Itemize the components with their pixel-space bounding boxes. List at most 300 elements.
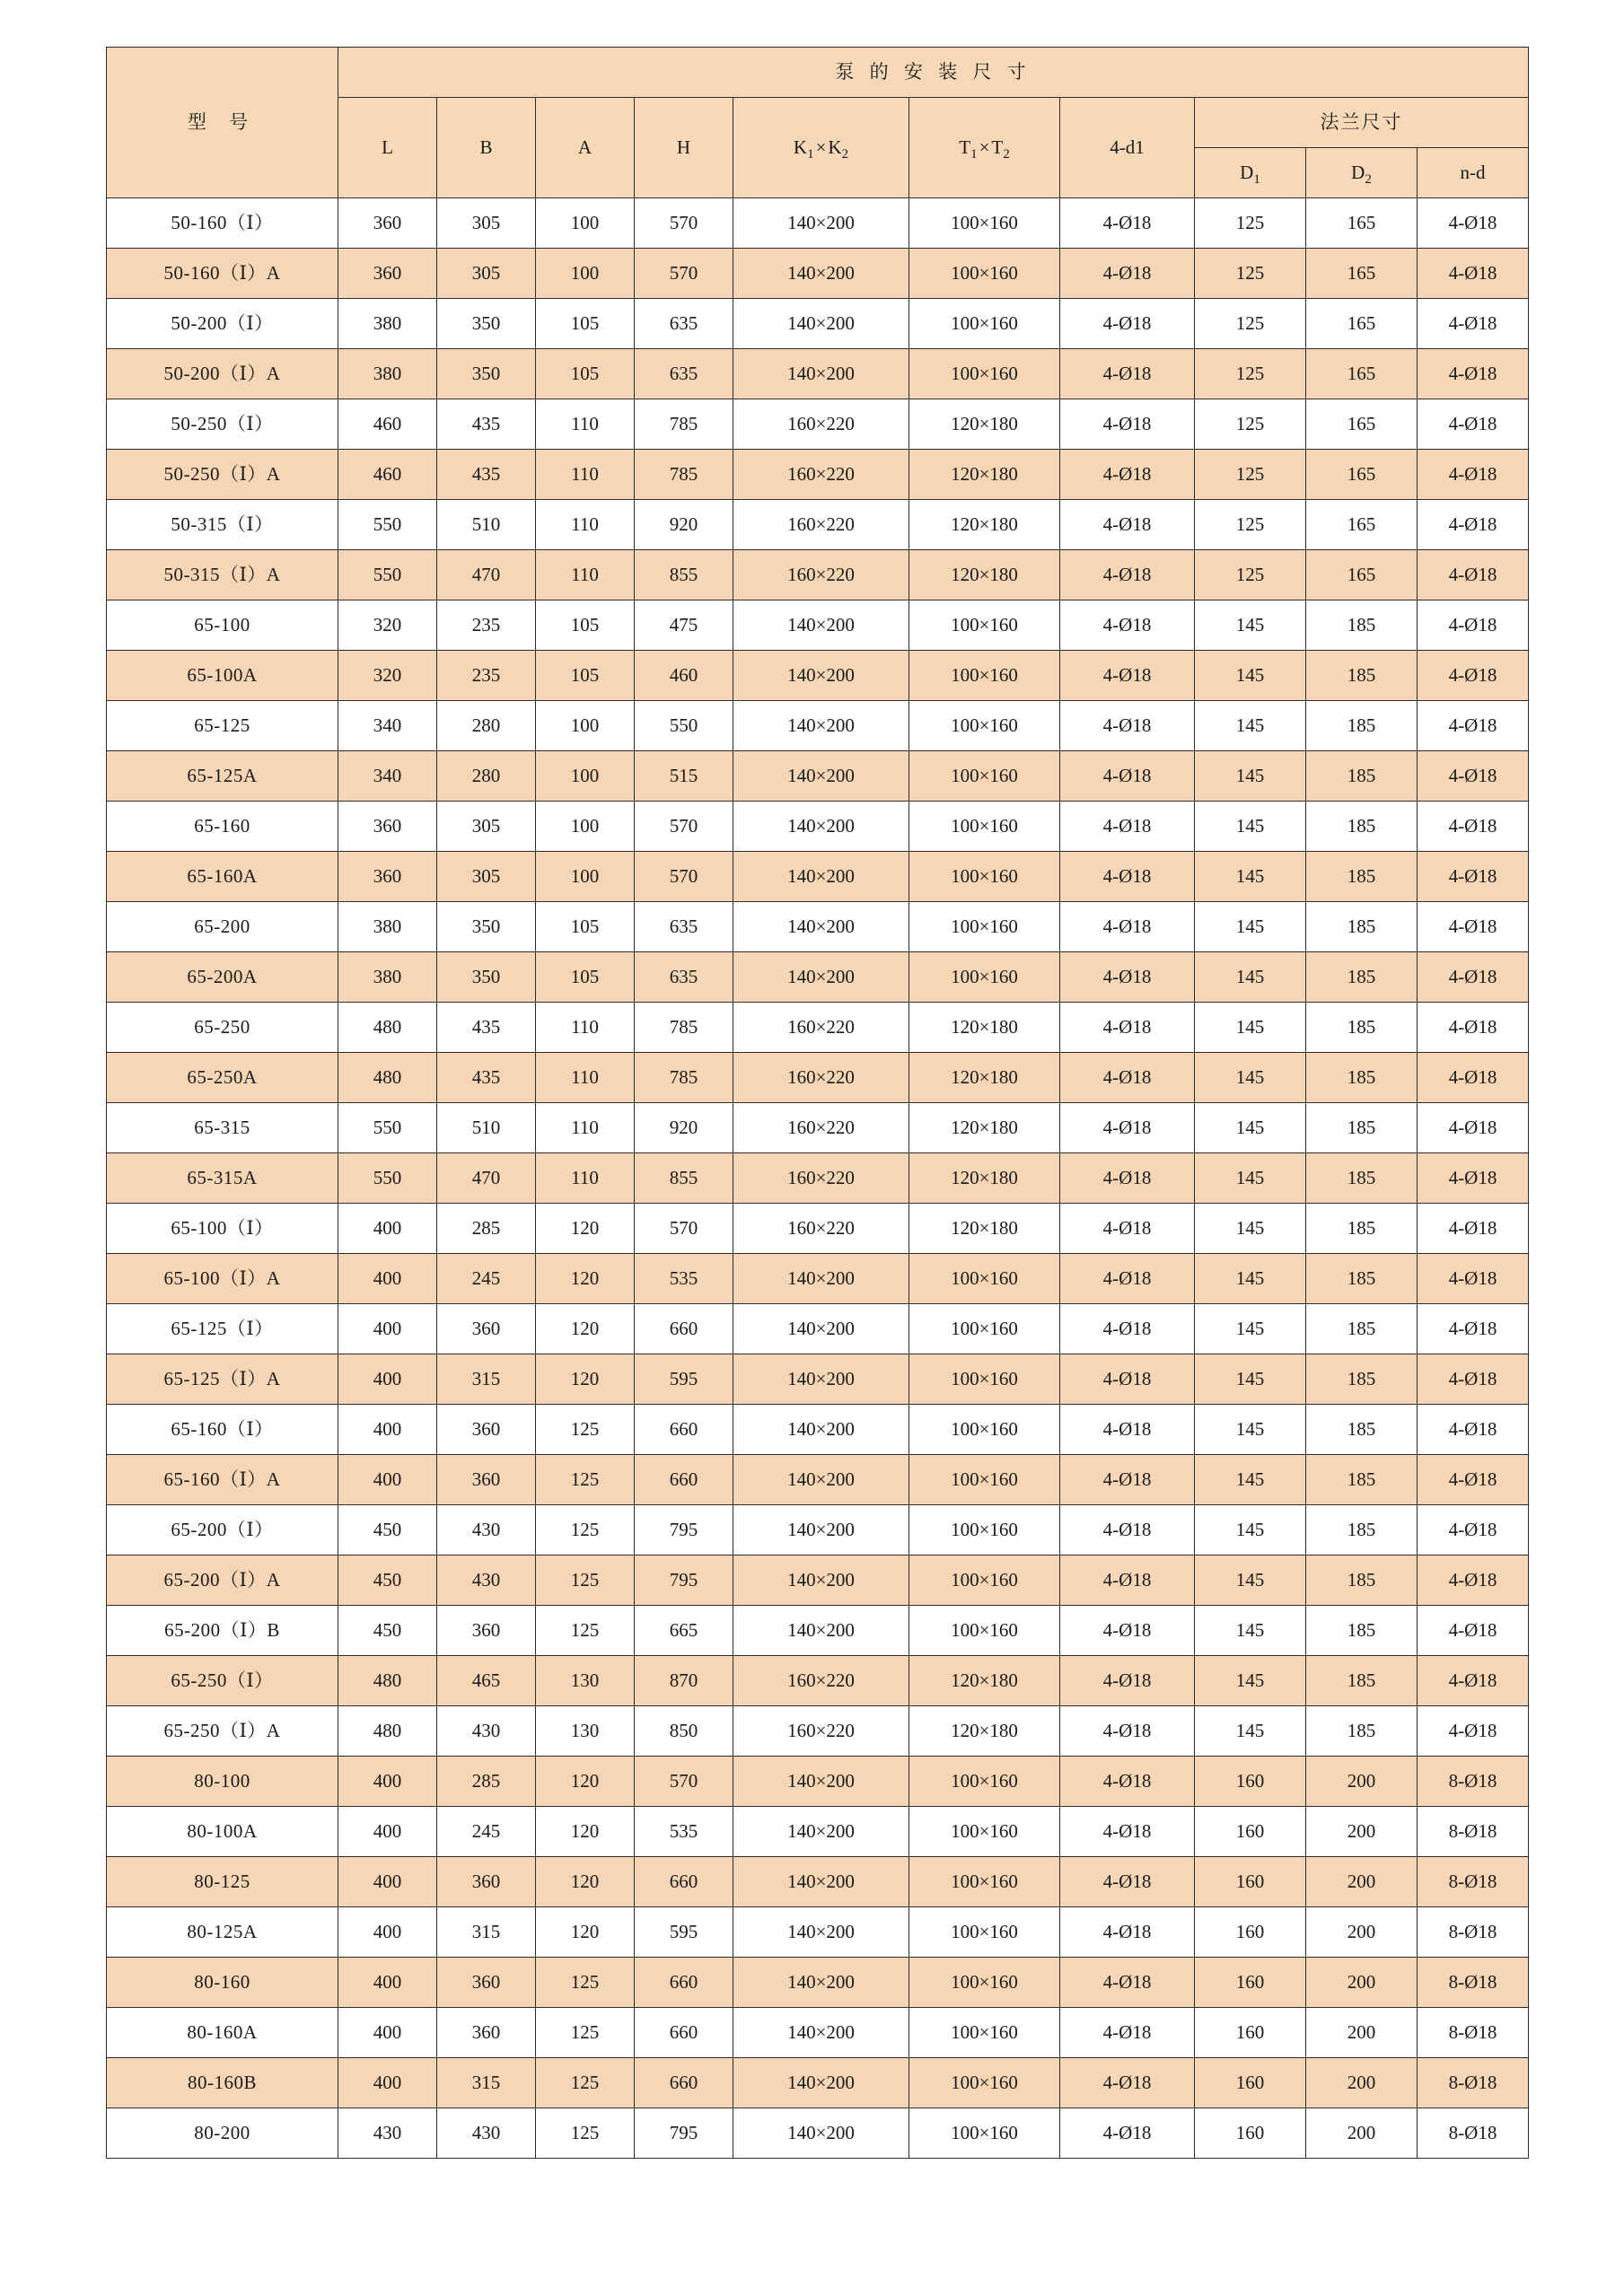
- cell-flange-d2: 200: [1306, 2008, 1418, 2058]
- cell-4d1: 4-Ø18: [1060, 349, 1195, 399]
- cell-t1t2: 100×160: [909, 952, 1060, 1003]
- cell-l: 360: [338, 802, 437, 852]
- cell-a: 120: [536, 1907, 635, 1958]
- table-row: [107, 249, 1529, 299]
- cell-flange-d1: 145: [1195, 802, 1306, 852]
- cell-a: 105: [536, 600, 635, 651]
- cell-b: 315: [437, 1907, 536, 1958]
- cell-h: 570: [635, 249, 733, 299]
- cell-k1k2: 140×200: [733, 198, 909, 249]
- header-title: 泵 的 安 装 尺 寸: [338, 48, 1529, 98]
- cell-flange-d2: 185: [1306, 902, 1418, 952]
- cell-flange-d1: 145: [1195, 1153, 1306, 1204]
- cell-flange-nd: 4-Ø18: [1418, 1204, 1529, 1254]
- header-col-a: A: [536, 98, 635, 198]
- cell-l: 400: [338, 1304, 437, 1354]
- cell-model: 65-160（Ⅰ）: [107, 1405, 338, 1455]
- cell-4d1: 4-Ø18: [1060, 902, 1195, 952]
- cell-flange-d1: 145: [1195, 1606, 1306, 1656]
- cell-model: 65-100A: [107, 651, 338, 701]
- cell-k1k2: 160×220: [733, 1204, 909, 1254]
- cell-flange-nd: 4-Ø18: [1418, 701, 1529, 751]
- cell-flange-nd: 8-Ø18: [1418, 2058, 1529, 2108]
- cell-4d1: 4-Ø18: [1060, 1405, 1195, 1455]
- cell-l: 450: [338, 1606, 437, 1656]
- cell-k1k2: 160×220: [733, 399, 909, 450]
- cell-a: 125: [536, 1555, 635, 1606]
- cell-t1t2: 100×160: [909, 1405, 1060, 1455]
- cell-k1k2: 140×200: [733, 902, 909, 952]
- table-row: [107, 2108, 1529, 2159]
- cell-b: 360: [437, 1405, 536, 1455]
- table-row: [107, 2058, 1529, 2108]
- cell-t1t2: 120×180: [909, 1103, 1060, 1153]
- cell-l: 360: [338, 852, 437, 902]
- cell-b: 430: [437, 1555, 536, 1606]
- cell-flange-nd: 4-Ø18: [1418, 1706, 1529, 1757]
- cell-flange-d2: 200: [1306, 2058, 1418, 2108]
- cell-4d1: 4-Ø18: [1060, 1555, 1195, 1606]
- cell-model: 80-125: [107, 1857, 338, 1907]
- cell-l: 400: [338, 2058, 437, 2108]
- cell-4d1: 4-Ø18: [1060, 1204, 1195, 1254]
- cell-flange-d2: 165: [1306, 399, 1418, 450]
- cell-flange-d2: 165: [1306, 349, 1418, 399]
- cell-flange-nd: 8-Ø18: [1418, 1807, 1529, 1857]
- cell-t1t2: 120×180: [909, 1706, 1060, 1757]
- cell-flange-d1: 145: [1195, 1103, 1306, 1153]
- cell-k1k2: 140×200: [733, 1807, 909, 1857]
- table-row: [107, 852, 1529, 902]
- cell-a: 110: [536, 1003, 635, 1053]
- cell-k1k2: 140×200: [733, 1907, 909, 1958]
- cell-model: 65-160（Ⅰ）A: [107, 1455, 338, 1505]
- cell-l: 550: [338, 550, 437, 600]
- table-row: [107, 1606, 1529, 1656]
- cell-b: 315: [437, 1354, 536, 1405]
- cell-flange-d2: 185: [1306, 1555, 1418, 1606]
- cell-a: 125: [536, 2108, 635, 2159]
- table-row: [107, 952, 1529, 1003]
- cell-flange-d2: 165: [1306, 249, 1418, 299]
- header-col-k1k2: $K_1\times K_2$: [733, 98, 909, 198]
- cell-4d1: 4-Ø18: [1060, 1606, 1195, 1656]
- cell-b: 350: [437, 952, 536, 1003]
- cell-flange-nd: 8-Ø18: [1418, 1958, 1529, 2008]
- cell-a: 110: [536, 500, 635, 550]
- cell-flange-d1: 145: [1195, 1505, 1306, 1555]
- cell-model: 65-250: [107, 1003, 338, 1053]
- cell-model: 65-100（Ⅰ）A: [107, 1254, 338, 1304]
- cell-a: 105: [536, 349, 635, 399]
- cell-flange-nd: 4-Ø18: [1418, 1254, 1529, 1304]
- cell-flange-d1: 125: [1195, 550, 1306, 600]
- cell-t1t2: 100×160: [909, 349, 1060, 399]
- header-col-nd: n-d: [1418, 148, 1529, 198]
- cell-k1k2: 140×200: [733, 1606, 909, 1656]
- cell-model: 65-250（Ⅰ）A: [107, 1706, 338, 1757]
- cell-h: 570: [635, 1204, 733, 1254]
- table-row: [107, 1455, 1529, 1505]
- cell-l: 480: [338, 1656, 437, 1706]
- cell-t1t2: 100×160: [909, 600, 1060, 651]
- cell-k1k2: 140×200: [733, 2108, 909, 2159]
- cell-b: 360: [437, 2008, 536, 2058]
- cell-b: 360: [437, 1304, 536, 1354]
- cell-l: 430: [338, 2108, 437, 2159]
- cell-k1k2: 140×200: [733, 1455, 909, 1505]
- cell-model: 65-160: [107, 802, 338, 852]
- cell-flange-d2: 200: [1306, 1807, 1418, 1857]
- cell-model: 80-160A: [107, 2008, 338, 2058]
- cell-b: 430: [437, 1706, 536, 1757]
- cell-l: 460: [338, 450, 437, 500]
- cell-l: 380: [338, 952, 437, 1003]
- cell-flange-d1: 145: [1195, 1003, 1306, 1053]
- cell-b: 285: [437, 1204, 536, 1254]
- cell-h: 660: [635, 1958, 733, 2008]
- cell-flange-nd: 8-Ø18: [1418, 1857, 1529, 1907]
- cell-flange-nd: 4-Ø18: [1418, 399, 1529, 450]
- cell-b: 305: [437, 198, 536, 249]
- cell-h: 660: [635, 1304, 733, 1354]
- cell-flange-nd: 4-Ø18: [1418, 450, 1529, 500]
- cell-l: 360: [338, 198, 437, 249]
- cell-h: 635: [635, 349, 733, 399]
- cell-t1t2: 100×160: [909, 902, 1060, 952]
- cell-flange-nd: 4-Ø18: [1418, 651, 1529, 701]
- cell-t1t2: 100×160: [909, 751, 1060, 802]
- cell-b: 245: [437, 1807, 536, 1857]
- cell-4d1: 4-Ø18: [1060, 1757, 1195, 1807]
- cell-b: 315: [437, 2058, 536, 2108]
- cell-k1k2: 140×200: [733, 299, 909, 349]
- cell-model: 80-160: [107, 1958, 338, 2008]
- table-row: [107, 1053, 1529, 1103]
- cell-flange-nd: 4-Ø18: [1418, 198, 1529, 249]
- cell-flange-d1: 145: [1195, 1405, 1306, 1455]
- cell-b: 280: [437, 701, 536, 751]
- cell-a: 110: [536, 450, 635, 500]
- cell-4d1: 4-Ø18: [1060, 1354, 1195, 1405]
- cell-k1k2: 160×220: [733, 1153, 909, 1204]
- cell-h: 570: [635, 802, 733, 852]
- cell-4d1: 4-Ø18: [1060, 1103, 1195, 1153]
- cell-flange-d2: 185: [1306, 1405, 1418, 1455]
- cell-a: 105: [536, 299, 635, 349]
- cell-flange-d1: 125: [1195, 500, 1306, 550]
- cell-flange-nd: 4-Ø18: [1418, 952, 1529, 1003]
- cell-t1t2: 100×160: [909, 1455, 1060, 1505]
- cell-model: 80-125A: [107, 1907, 338, 1958]
- cell-l: 400: [338, 1405, 437, 1455]
- cell-a: 130: [536, 1706, 635, 1757]
- cell-t1t2: 120×180: [909, 550, 1060, 600]
- cell-flange-d2: 185: [1306, 1254, 1418, 1304]
- cell-4d1: 4-Ø18: [1060, 852, 1195, 902]
- cell-k1k2: 140×200: [733, 249, 909, 299]
- cell-4d1: 4-Ø18: [1060, 1807, 1195, 1857]
- cell-flange-nd: 4-Ø18: [1418, 550, 1529, 600]
- cell-flange-d2: 165: [1306, 450, 1418, 500]
- pump-installation-dimensions-table: [106, 47, 1529, 2159]
- cell-h: 855: [635, 1153, 733, 1204]
- cell-l: 380: [338, 902, 437, 952]
- cell-b: 435: [437, 1003, 536, 1053]
- table-row: [107, 1807, 1529, 1857]
- cell-l: 400: [338, 1807, 437, 1857]
- cell-t1t2: 100×160: [909, 1555, 1060, 1606]
- cell-h: 785: [635, 450, 733, 500]
- cell-t1t2: 120×180: [909, 1204, 1060, 1254]
- cell-4d1: 4-Ø18: [1060, 550, 1195, 600]
- cell-t1t2: 100×160: [909, 852, 1060, 902]
- cell-t1t2: 100×160: [909, 1606, 1060, 1656]
- cell-model: 65-100（Ⅰ）: [107, 1204, 338, 1254]
- cell-flange-d1: 125: [1195, 349, 1306, 399]
- cell-flange-d1: 125: [1195, 249, 1306, 299]
- cell-t1t2: 100×160: [909, 2108, 1060, 2159]
- cell-a: 125: [536, 1606, 635, 1656]
- cell-flange-d2: 185: [1306, 1153, 1418, 1204]
- cell-k1k2: 160×220: [733, 500, 909, 550]
- cell-flange-d1: 145: [1195, 952, 1306, 1003]
- table-row: [107, 1706, 1529, 1757]
- cell-b: 470: [437, 1153, 536, 1204]
- cell-b: 435: [437, 399, 536, 450]
- cell-k1k2: 160×220: [733, 1003, 909, 1053]
- cell-l: 340: [338, 751, 437, 802]
- cell-h: 475: [635, 600, 733, 651]
- cell-l: 400: [338, 2008, 437, 2058]
- cell-a: 120: [536, 1354, 635, 1405]
- cell-b: 360: [437, 1857, 536, 1907]
- cell-h: 595: [635, 1907, 733, 1958]
- cell-a: 125: [536, 1958, 635, 2008]
- cell-flange-d2: 185: [1306, 1003, 1418, 1053]
- cell-a: 110: [536, 399, 635, 450]
- table-row: [107, 1958, 1529, 2008]
- cell-flange-d2: 185: [1306, 1204, 1418, 1254]
- table-row: [107, 1907, 1529, 1958]
- cell-t1t2: 100×160: [909, 802, 1060, 852]
- cell-flange-nd: 4-Ø18: [1418, 1555, 1529, 1606]
- cell-flange-d2: 185: [1306, 1103, 1418, 1153]
- cell-h: 660: [635, 1857, 733, 1907]
- cell-l: 400: [338, 1254, 437, 1304]
- cell-h: 660: [635, 2008, 733, 2058]
- table-body: [107, 198, 1529, 2159]
- cell-flange-nd: 4-Ø18: [1418, 249, 1529, 299]
- cell-h: 855: [635, 550, 733, 600]
- cell-b: 285: [437, 1757, 536, 1807]
- header-model: 型 号: [107, 48, 338, 198]
- cell-t1t2: 100×160: [909, 2058, 1060, 2108]
- cell-4d1: 4-Ø18: [1060, 1505, 1195, 1555]
- table-row: [107, 651, 1529, 701]
- cell-flange-nd: 4-Ø18: [1418, 1304, 1529, 1354]
- cell-b: 305: [437, 802, 536, 852]
- cell-model: 65-125: [107, 701, 338, 751]
- cell-h: 515: [635, 751, 733, 802]
- cell-b: 360: [437, 1958, 536, 2008]
- cell-a: 105: [536, 902, 635, 952]
- cell-b: 235: [437, 600, 536, 651]
- table-row: [107, 1003, 1529, 1053]
- cell-a: 120: [536, 1304, 635, 1354]
- cell-4d1: 4-Ø18: [1060, 2008, 1195, 2058]
- cell-h: 795: [635, 1555, 733, 1606]
- cell-flange-d2: 200: [1306, 1857, 1418, 1907]
- cell-a: 125: [536, 1405, 635, 1455]
- cell-h: 635: [635, 299, 733, 349]
- cell-l: 450: [338, 1505, 437, 1555]
- cell-flange-d2: 185: [1306, 751, 1418, 802]
- cell-4d1: 4-Ø18: [1060, 1656, 1195, 1706]
- cell-t1t2: 100×160: [909, 1857, 1060, 1907]
- table-row: [107, 751, 1529, 802]
- cell-flange-nd: 8-Ø18: [1418, 2108, 1529, 2159]
- cell-flange-d1: 160: [1195, 1757, 1306, 1807]
- cell-k1k2: 140×200: [733, 1405, 909, 1455]
- cell-l: 480: [338, 1053, 437, 1103]
- cell-flange-d2: 200: [1306, 1907, 1418, 1958]
- cell-h: 795: [635, 2108, 733, 2159]
- cell-4d1: 4-Ø18: [1060, 1455, 1195, 1505]
- cell-flange-d1: 125: [1195, 399, 1306, 450]
- cell-flange-d2: 165: [1306, 198, 1418, 249]
- cell-model: 65-200（Ⅰ）: [107, 1505, 338, 1555]
- table-row: [107, 1304, 1529, 1354]
- cell-t1t2: 100×160: [909, 1958, 1060, 2008]
- cell-flange-d2: 185: [1306, 701, 1418, 751]
- cell-t1t2: 100×160: [909, 1757, 1060, 1807]
- cell-a: 100: [536, 751, 635, 802]
- table-header: [107, 48, 1529, 198]
- cell-flange-d1: 160: [1195, 2108, 1306, 2159]
- cell-flange-d1: 145: [1195, 1455, 1306, 1505]
- cell-k1k2: 160×220: [733, 450, 909, 500]
- cell-model: 50-250（Ⅰ）: [107, 399, 338, 450]
- cell-flange-d1: 145: [1195, 600, 1306, 651]
- table-row: [107, 902, 1529, 952]
- cell-model: 50-250（Ⅰ）A: [107, 450, 338, 500]
- cell-flange-d1: 145: [1195, 1204, 1306, 1254]
- cell-4d1: 4-Ø18: [1060, 500, 1195, 550]
- cell-l: 480: [338, 1706, 437, 1757]
- cell-b: 360: [437, 1455, 536, 1505]
- cell-flange-d2: 185: [1306, 1606, 1418, 1656]
- cell-b: 435: [437, 450, 536, 500]
- table-row: [107, 349, 1529, 399]
- cell-t1t2: 100×160: [909, 1304, 1060, 1354]
- cell-model: 65-125（Ⅰ）A: [107, 1354, 338, 1405]
- cell-flange-d2: 185: [1306, 1354, 1418, 1405]
- table-row: [107, 450, 1529, 500]
- cell-k1k2: 160×220: [733, 1656, 909, 1706]
- cell-4d1: 4-Ø18: [1060, 399, 1195, 450]
- cell-b: 350: [437, 902, 536, 952]
- cell-h: 660: [635, 2058, 733, 2108]
- cell-4d1: 4-Ø18: [1060, 952, 1195, 1003]
- cell-flange-d1: 145: [1195, 852, 1306, 902]
- cell-t1t2: 120×180: [909, 1656, 1060, 1706]
- cell-a: 100: [536, 249, 635, 299]
- cell-flange-nd: 8-Ø18: [1418, 1907, 1529, 1958]
- cell-a: 110: [536, 1103, 635, 1153]
- cell-b: 470: [437, 550, 536, 600]
- cell-model: 80-100: [107, 1757, 338, 1807]
- table-row: [107, 550, 1529, 600]
- cell-4d1: 4-Ø18: [1060, 1003, 1195, 1053]
- cell-flange-d1: 160: [1195, 1958, 1306, 2008]
- cell-flange-nd: 4-Ø18: [1418, 500, 1529, 550]
- cell-model: 65-125A: [107, 751, 338, 802]
- cell-k1k2: 140×200: [733, 1857, 909, 1907]
- cell-k1k2: 160×220: [733, 550, 909, 600]
- cell-4d1: 4-Ø18: [1060, 1153, 1195, 1204]
- cell-model: 65-200A: [107, 952, 338, 1003]
- table-row: [107, 500, 1529, 550]
- cell-flange-nd: 8-Ø18: [1418, 1757, 1529, 1807]
- cell-a: 100: [536, 198, 635, 249]
- cell-4d1: 4-Ø18: [1060, 701, 1195, 751]
- cell-h: 570: [635, 198, 733, 249]
- cell-b: 430: [437, 1505, 536, 1555]
- table-row: [107, 399, 1529, 450]
- cell-k1k2: 140×200: [733, 349, 909, 399]
- cell-a: 125: [536, 2008, 635, 2058]
- cell-b: 235: [437, 651, 536, 701]
- cell-k1k2: 140×200: [733, 701, 909, 751]
- cell-a: 120: [536, 1757, 635, 1807]
- cell-l: 380: [338, 299, 437, 349]
- cell-l: 400: [338, 1354, 437, 1405]
- cell-flange-d1: 145: [1195, 1254, 1306, 1304]
- cell-t1t2: 100×160: [909, 701, 1060, 751]
- cell-model: 50-160（Ⅰ）A: [107, 249, 338, 299]
- cell-t1t2: 120×180: [909, 1153, 1060, 1204]
- cell-k1k2: 140×200: [733, 952, 909, 1003]
- cell-model: 65-315: [107, 1103, 338, 1153]
- cell-h: 550: [635, 701, 733, 751]
- cell-4d1: 4-Ø18: [1060, 249, 1195, 299]
- table-row: [107, 198, 1529, 249]
- cell-a: 120: [536, 1857, 635, 1907]
- cell-b: 305: [437, 852, 536, 902]
- cell-flange-nd: 4-Ø18: [1418, 1103, 1529, 1153]
- cell-flange-nd: 4-Ø18: [1418, 751, 1529, 802]
- cell-t1t2: 120×180: [909, 1053, 1060, 1103]
- cell-flange-d1: 145: [1195, 1354, 1306, 1405]
- cell-h: 635: [635, 952, 733, 1003]
- cell-b: 280: [437, 751, 536, 802]
- table-row: [107, 802, 1529, 852]
- header-col-d2: $D_2$: [1306, 148, 1418, 198]
- cell-h: 850: [635, 1706, 733, 1757]
- cell-k1k2: 140×200: [733, 1304, 909, 1354]
- cell-l: 400: [338, 1958, 437, 2008]
- cell-b: 360: [437, 1606, 536, 1656]
- cell-4d1: 4-Ø18: [1060, 600, 1195, 651]
- cell-4d1: 4-Ø18: [1060, 1053, 1195, 1103]
- cell-model: 80-100A: [107, 1807, 338, 1857]
- cell-flange-nd: 4-Ø18: [1418, 1505, 1529, 1555]
- table-row: [107, 600, 1529, 651]
- cell-flange-d2: 185: [1306, 1455, 1418, 1505]
- table-row: [107, 1153, 1529, 1204]
- cell-flange-d2: 185: [1306, 1304, 1418, 1354]
